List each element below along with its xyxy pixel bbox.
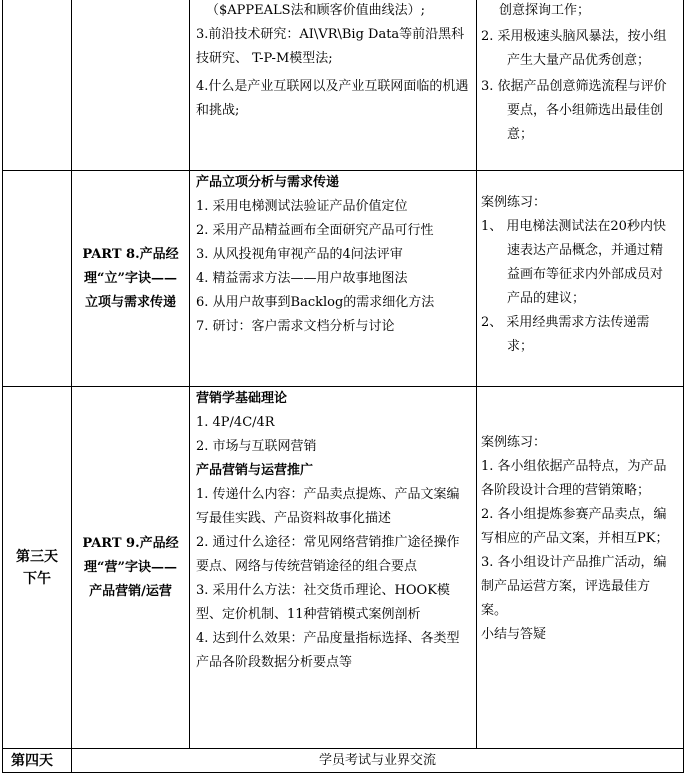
section-heading: 营销学基础理论 <box>196 391 288 406</box>
table-row <box>3 749 684 773</box>
table-row <box>3 171 684 387</box>
exercise-cell <box>477 387 684 749</box>
schedule-table <box>2 0 684 773</box>
section-heading: 产品营销与运营推广 <box>196 463 314 478</box>
content-line: 3. 从风投视角审视产品的4问法评审 <box>196 247 403 262</box>
exercise-line: 3. 各小组设计产品推广活动，编制产品运营方案，评选最佳方案。 <box>481 555 667 618</box>
content-line: 3.前沿技术研究：AI\VR\Big Data等前沿黑科技研究、 T-P-M模型法; <box>196 27 465 66</box>
exercise-line: 2. 采用极速头脑风暴法，按小组产生大量产品优秀创意； <box>481 29 667 68</box>
content-line: （$APPEALS法和顾客价值曲线法）; <box>206 3 425 18</box>
exercise-line: 3. 依据产品创意筛选流程与评价要点，各小组筛选出最佳创意； <box>481 79 667 142</box>
content-cell <box>190 0 477 171</box>
content-line: 4.什么是产业互联网以及产业互联网面临的机遇和挑战; <box>196 79 469 118</box>
content-line: 7. 研讨：客户需求文档分析与讨论 <box>196 319 395 334</box>
content-line: 1. 传递什么内容：产品卖点提炼、产品文案编写最佳实践、产品资料故事化描述 <box>196 487 460 526</box>
exercise-line: 小结与答疑 <box>481 627 547 642</box>
exercise-cell <box>477 171 684 387</box>
table-row <box>3 0 684 171</box>
content-line: 3. 采用什么方法：社交货币理论、HOOK模型、定价机制、11种营销模式案例剖析 <box>196 583 450 622</box>
exercise-line: 2、 采用经典需求方法传递需求； <box>481 315 650 354</box>
exercise-heading: 案例练习： <box>481 435 547 450</box>
part-cell <box>72 0 190 171</box>
table-row <box>3 387 684 749</box>
exercise-line: 2. 各小组提炼参赛产品卖点，编写相应的产品文案，并相互PK； <box>481 507 669 546</box>
exercise-cell <box>477 0 684 171</box>
day-cell <box>3 0 72 171</box>
content-line: 4. 达到什么效果：产品度量指标选择、各类型产品各阶段数据分析要点等 <box>196 631 460 670</box>
content-cell <box>190 171 477 387</box>
content-line: 1. 采用电梯测试法验证产品价值定位 <box>196 199 408 214</box>
day-cell <box>3 171 72 387</box>
day-label: 第四天 <box>3 749 72 773</box>
section-heading: 产品立项分析与需求传递 <box>196 175 340 190</box>
exercise-heading: 案例练习： <box>481 195 547 210</box>
day-label: 第三天下午 <box>3 387 72 749</box>
exercise-line: 创意探询工作； <box>499 3 591 18</box>
part-title: PART 8.产品经理“立”字诀——立项与需求传递 <box>72 171 190 387</box>
content-line: 4. 精益需求方法——用户故事地图法 <box>196 271 408 286</box>
exercise-line: 1、 用电梯法测试法在20秒内快速表达产品概念，并通过精益画布等征求内外部成员对产品的建议； <box>481 219 666 306</box>
content-cell <box>190 387 477 749</box>
content-line: 2. 采用产品精益画布全面研究产品可行性 <box>196 223 434 238</box>
content-line: 2. 通过什么途径：常见网络营销推广途径操作要点、网络与传统营销途径的组合要点 <box>196 535 460 574</box>
content-line: 2. 市场与互联网营销 <box>196 439 317 454</box>
exercise-line: 1. 各小组依据产品特点，为产品各阶段设计合理的营销策略； <box>481 459 667 498</box>
content-line: 6. 从用户故事到Backlog的需求细化方法 <box>196 295 435 310</box>
content-cell: 学员考试与业界交流 <box>72 749 684 773</box>
part-title: PART 9.产品经理“营”字诀——产品营销/运营 <box>72 387 190 749</box>
content-line: 1. 4P/4C/4R <box>196 415 275 430</box>
